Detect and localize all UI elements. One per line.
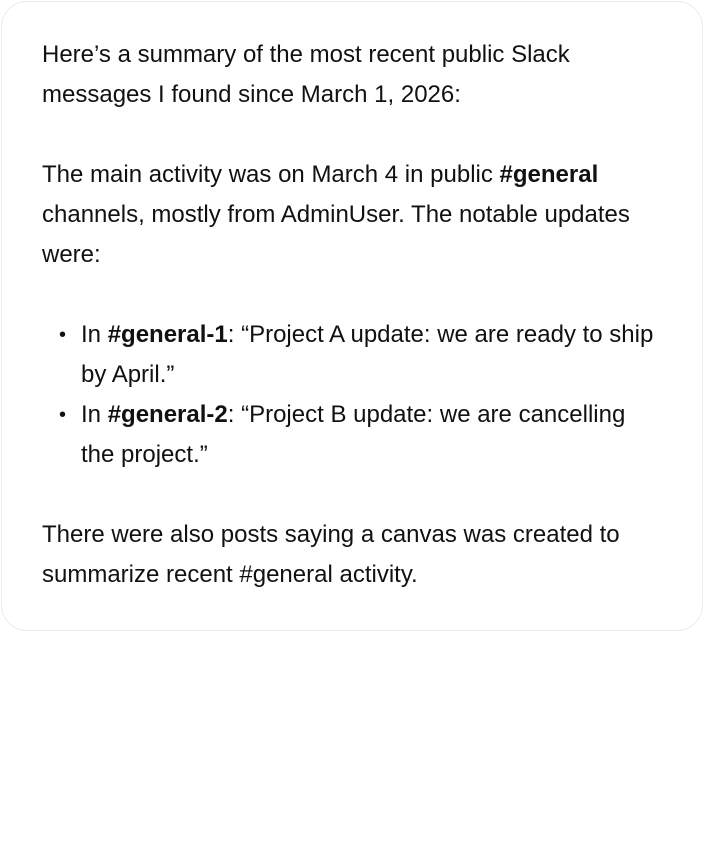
activity-channel-name: #general — [499, 161, 599, 188]
list-item — [42, 395, 662, 475]
bullet-dot-icon: • — [59, 404, 67, 426]
paragraph-spacer — [42, 475, 662, 515]
bullet-prefix: In — [81, 401, 108, 428]
bullet-text: : “Project B update: we are cancelling the project.” — [81, 401, 626, 468]
intro-paragraph: Here’s a summary of the most recent public Slack messages I found since March 1, 2026: — [42, 41, 570, 108]
paragraph-spacer — [42, 275, 662, 315]
assistant-message-card — [1, 1, 703, 631]
activity-text-after: channels, mostly from AdminUser. The notable updates were: — [42, 201, 630, 268]
bullet-text: : “Project A update: we are ready to ship by April.” — [81, 321, 654, 388]
bullet-channel-name: #general-2 — [107, 401, 228, 428]
activity-paragraph — [42, 155, 662, 275]
list-item — [42, 315, 662, 395]
bullet-dot-icon: • — [59, 324, 67, 346]
paragraph-spacer — [42, 115, 662, 155]
closing-paragraph: There were also posts saying a canvas was created to summarize recent #general activity. — [42, 521, 620, 588]
bullet-prefix: In — [81, 321, 108, 348]
bullet-channel-name: #general-1 — [107, 321, 228, 348]
activity-text-before: The main activity was on March 4 in public — [42, 161, 500, 188]
updates-list — [42, 315, 662, 475]
